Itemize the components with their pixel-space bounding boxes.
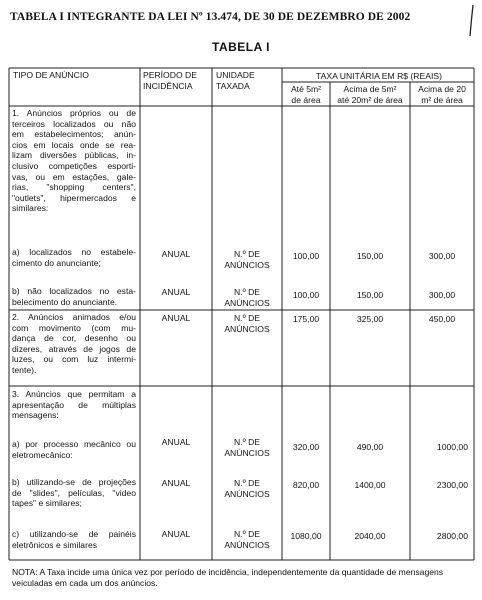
periodo-cell: ANUAL <box>161 529 191 539</box>
header-sub-5a20: Acima de 5m² até 20m² de área <box>337 84 403 105</box>
periodo-cell: ANUAL <box>161 478 191 488</box>
tipo-line: 1. Anúncios próprios ou de <box>12 108 136 118</box>
tipo-line: belecimento do anunciante. <box>12 296 118 307</box>
tipo-line: cios em locais onde se rea- <box>12 139 136 150</box>
unidade-cell: N.º DE ANÚNCIOS <box>224 478 270 499</box>
unidade-cell: N.º DE ANÚNCIOS <box>224 529 270 550</box>
value-ate5: 100,00 <box>292 290 320 300</box>
tipo-line: vas, ou em estações, gale- <box>12 171 136 182</box>
table-title: TABELA I <box>212 40 270 54</box>
tipo-line: c) utilizando-se de painéis <box>12 529 136 539</box>
value-acima20: 1000,00 <box>436 442 468 452</box>
tipo-line: a) localizados no estabele- <box>12 247 136 257</box>
value-5a20: 2040,00 <box>354 531 386 541</box>
periodo-cell: ANUAL <box>161 437 191 447</box>
footnote: NOTA: A Taxa incide uma única vez por período de incidência, independentemente da quantidade de mensagens veiculadas em cada um dos anúncios. <box>12 567 444 588</box>
value-acima20: 2800,00 <box>436 531 468 541</box>
tipo-line: b) utilizando-se de projeções <box>12 477 136 487</box>
value-ate5: 100,00 <box>292 251 320 261</box>
header-unidade: UNIDADE TAXADA <box>216 70 255 91</box>
header-sub-acima20: Acima de 20 m² de área <box>418 84 466 105</box>
tipo-line: tapes" e similares; <box>12 498 82 509</box>
tipo-line: clusivo competições esporti- <box>12 161 136 171</box>
value-5a20: 150,00 <box>356 290 384 300</box>
tipo-line: b) não localizados no esta- <box>12 286 136 296</box>
value-5a20: 325,00 <box>356 314 384 324</box>
tipo-line: tente). <box>12 365 37 375</box>
periodo-cell: ANUAL <box>161 313 191 323</box>
value-ate5: 1080,00 <box>290 531 322 541</box>
tipo-line: eletrônicos e similares <box>12 539 98 550</box>
header-tipo: TIPO DE ANÚNCIO <box>13 70 89 80</box>
tipo-line: com movimento (com mu- <box>12 322 136 333</box>
header-sub-ate5: Até 5m² de área <box>290 84 322 105</box>
tipo-line: similares: <box>12 203 49 214</box>
value-ate5: 320,00 <box>292 442 320 452</box>
value-ate5: 175,00 <box>292 314 320 324</box>
header-taxa: TAXA UNITÁRIA EM R$ (REAIS) <box>316 71 442 81</box>
tipo-line: dança de cor, desenho ou <box>12 333 136 344</box>
tipo-line: 3. Anúncios que permitam a <box>12 389 136 399</box>
header-periodo: PERÍODO DE INCIDÊNCIA <box>143 70 197 91</box>
unidade-cell: N.º DE ANÚNCIOS <box>224 437 270 458</box>
tipo-line: mensagens: <box>12 410 59 421</box>
tipo-line: terceiros localizados ou não <box>12 118 136 129</box>
tipo-line: rias, "shopping centers", <box>12 182 136 193</box>
unidade-cell: N.º DE ANÚNCIOS <box>224 249 270 270</box>
value-5a20: 490,00 <box>356 442 384 452</box>
value-acima20: 300,00 <box>428 290 456 300</box>
unidade-cell: N.º DE ANÚNCIOS <box>224 287 270 308</box>
tipo-line: a) por processo mecânico ou <box>12 439 136 449</box>
value-acima20: 450,00 <box>428 314 456 324</box>
periodo-cell: ANUAL <box>161 249 191 259</box>
value-acima20: 2300,00 <box>436 480 468 490</box>
tipo-line: cimento do anunciante; <box>12 257 101 268</box>
document-title: TABELA I INTEGRANTE DA LEI Nº 13.474, DE 30 DE DEZEMBRO DE 2002 <box>10 11 411 23</box>
tipo-line: de "slides", películas, "video <box>12 487 136 498</box>
tipo-line: eletromecânico: <box>12 449 73 460</box>
periodo-cell: ANUAL <box>161 287 191 297</box>
tipo-line: apresentação de múltiplas <box>12 399 136 410</box>
tipo-line: luzes, ou com luz intermi- <box>12 354 136 365</box>
value-5a20: 1400,00 <box>354 480 386 490</box>
value-acima20: 300,00 <box>428 251 456 261</box>
unidade-cell: N.º DE ANÚNCIOS <box>224 313 270 334</box>
tipo-line: 2. Anúncios animados e/ou <box>12 312 136 322</box>
tipo-line: "outlets", hipermercados e <box>12 192 136 203</box>
tipo-line: em estabelecimentos; anún- <box>12 129 136 140</box>
tipo-line: lizam diversões públicas, in- <box>12 150 136 161</box>
value-ate5: 820,00 <box>292 480 320 490</box>
value-5a20: 150,00 <box>356 251 384 261</box>
tipo-line: dizeres, através de jogos de <box>12 343 136 354</box>
